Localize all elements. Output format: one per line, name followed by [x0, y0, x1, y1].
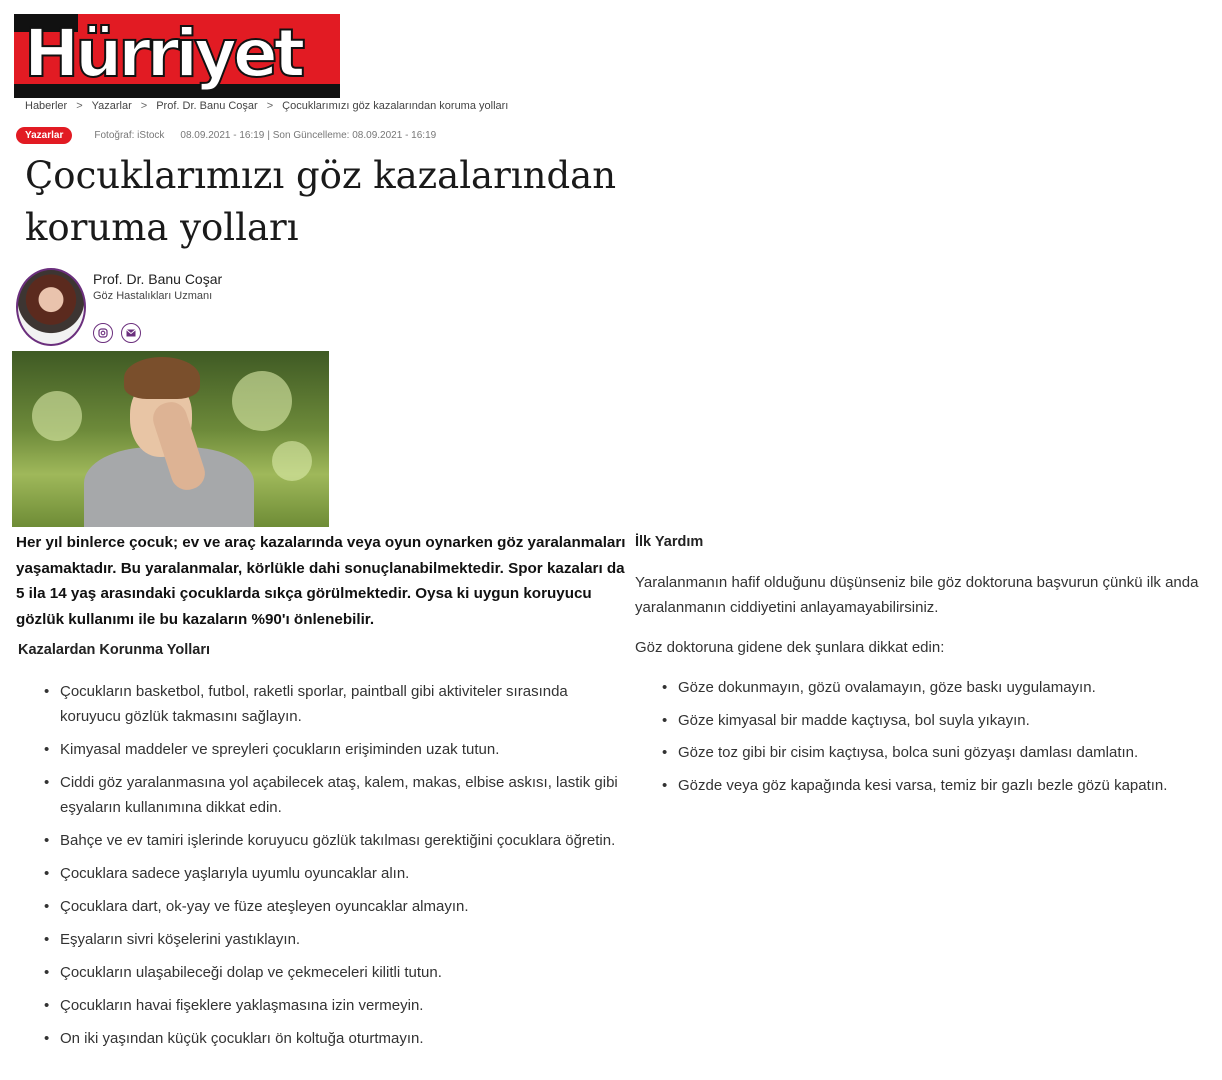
- list-item: • On iki yaşından küçük çocukları ön koltuğa oturtmayın.: [44, 1026, 628, 1051]
- article-lead: Her yıl binlerce çocuk; ev ve araç kazalarında veya oyun oynarken göz yaralanmaları yaşamaktadır. Bu yaralanmalar, körlükle dahi sonuçlanabilmektedir. Spor kazaları da 5 ila 14 yaş arasındaki çocuklarda sıkça görülmektedir. Oysa ki uygun koruyucu gözlük kullanımı ile bu kazaların %90'ı önlenebilir.: [16, 534, 626, 628]
- breadcrumb-item-current: Çocuklarımızı göz kazalarından koruma yolları: [282, 100, 509, 112]
- list-item: • Eşyaların sivri köşelerini yastıklayın.: [44, 927, 628, 952]
- photo-credit: Fotoğraf: iStock: [94, 130, 165, 141]
- category-badge[interactable]: Yazarlar: [16, 127, 72, 144]
- article-photo: [12, 351, 329, 527]
- list-item: • Çocuklara dart, ok-yay ve füze ateşleyen oyuncaklar almayın.: [44, 894, 628, 919]
- first-aid-paragraph: Yaralanmanın hafif olduğunu düşünseniz bile göz doktoruna başvurun çünkü ilk anda yaralanmanın ciddiyetini anlayamayabilirsiniz.: [635, 574, 1199, 616]
- updated-date: | Son Güncelleme: 08.09.2021 - 16:19: [267, 130, 437, 141]
- photo-bokeh: [272, 441, 312, 481]
- section-heading-prevention: Kazalardan Korunma Yolları: [18, 642, 211, 658]
- breadcrumb-item-yazarlar[interactable]: Yazarlar: [91, 100, 132, 112]
- photo-bokeh: [232, 371, 292, 431]
- email-icon[interactable]: [121, 323, 141, 343]
- instagram-icon[interactable]: [93, 323, 113, 343]
- author-social: [93, 323, 141, 343]
- section-heading-first-aid: İlk Yardım: [635, 534, 704, 550]
- breadcrumb-separator: >: [266, 100, 274, 112]
- list-item: • Çocukların havai fişeklere yaklaşmasına izin vermeyin.: [44, 993, 628, 1018]
- list-item: • Çocukların basketbol, futbol, raketli sporlar, paintball gibi aktiviteler sırasında koruyucu gözlük takmasını sağlayın.: [44, 679, 628, 729]
- article-title: Çocuklarımızı göz kazalarından koruma yolları: [25, 154, 617, 249]
- first-aid-list: [662, 675, 1222, 805]
- breadcrumb-separator: >: [76, 100, 83, 112]
- list-item: • Ciddi göz yaralanmasına yol açabilecek ataş, kalem, makas, elbise askısı, lastik gibi eşyaların kullanımına dikkat edin.: [44, 770, 628, 820]
- list-item: • Göze kimyasal bir madde kaçtıysa, bol suyla yıkayın.: [662, 708, 1222, 733]
- breadcrumb-item-haberler[interactable]: Haberler: [25, 100, 68, 112]
- list-item: • Çocuklara sadece yaşlarıyla uyumlu oyuncaklar alın.: [44, 861, 628, 886]
- published-date: 08.09.2021 - 16:19: [180, 130, 265, 141]
- author-name[interactable]: Prof. Dr. Banu Coşar: [93, 271, 223, 287]
- breadcrumb: [25, 100, 508, 112]
- author-title: Göz Hastalıkları Uzmanı: [93, 290, 213, 302]
- hurriyet-logo[interactable]: [14, 14, 340, 98]
- logo-text: Hürriyet: [24, 15, 302, 92]
- list-item: • Göze dokunmayın, gözü ovalamayın, göze baskı uygulamayın.: [662, 675, 1222, 700]
- photo-bokeh: [32, 391, 82, 441]
- photo-boy-hair: [124, 357, 200, 399]
- author-avatar[interactable]: [16, 268, 86, 346]
- breadcrumb-separator: >: [140, 100, 148, 112]
- list-item: • Kimyasal maddeler ve spreyleri çocukların erişiminden uzak tutun.: [44, 737, 628, 762]
- article-meta: [16, 127, 436, 144]
- first-aid-intro: Göz doktoruna gidene dek şunlara dikkat edin:: [635, 639, 945, 656]
- list-item: • Bahçe ve ev tamiri işlerinde koruyucu gözlük takılması gerektiğini çocuklara öğretin.: [44, 828, 628, 853]
- list-item: • Göze toz gibi bir cisim kaçtıysa, bolca suni gözyaşı damlası damlatın.: [662, 740, 1222, 765]
- prevention-list: [44, 679, 628, 1059]
- list-item: • Çocukların ulaşabileceği dolap ve çekmeceleri kilitli tutun.: [44, 960, 628, 985]
- list-item: • Gözde veya göz kapağında kesi varsa, temiz bir gazlı bezle gözü kapatın.: [662, 773, 1222, 798]
- breadcrumb-item-author[interactable]: Prof. Dr. Banu Coşar: [156, 100, 258, 112]
